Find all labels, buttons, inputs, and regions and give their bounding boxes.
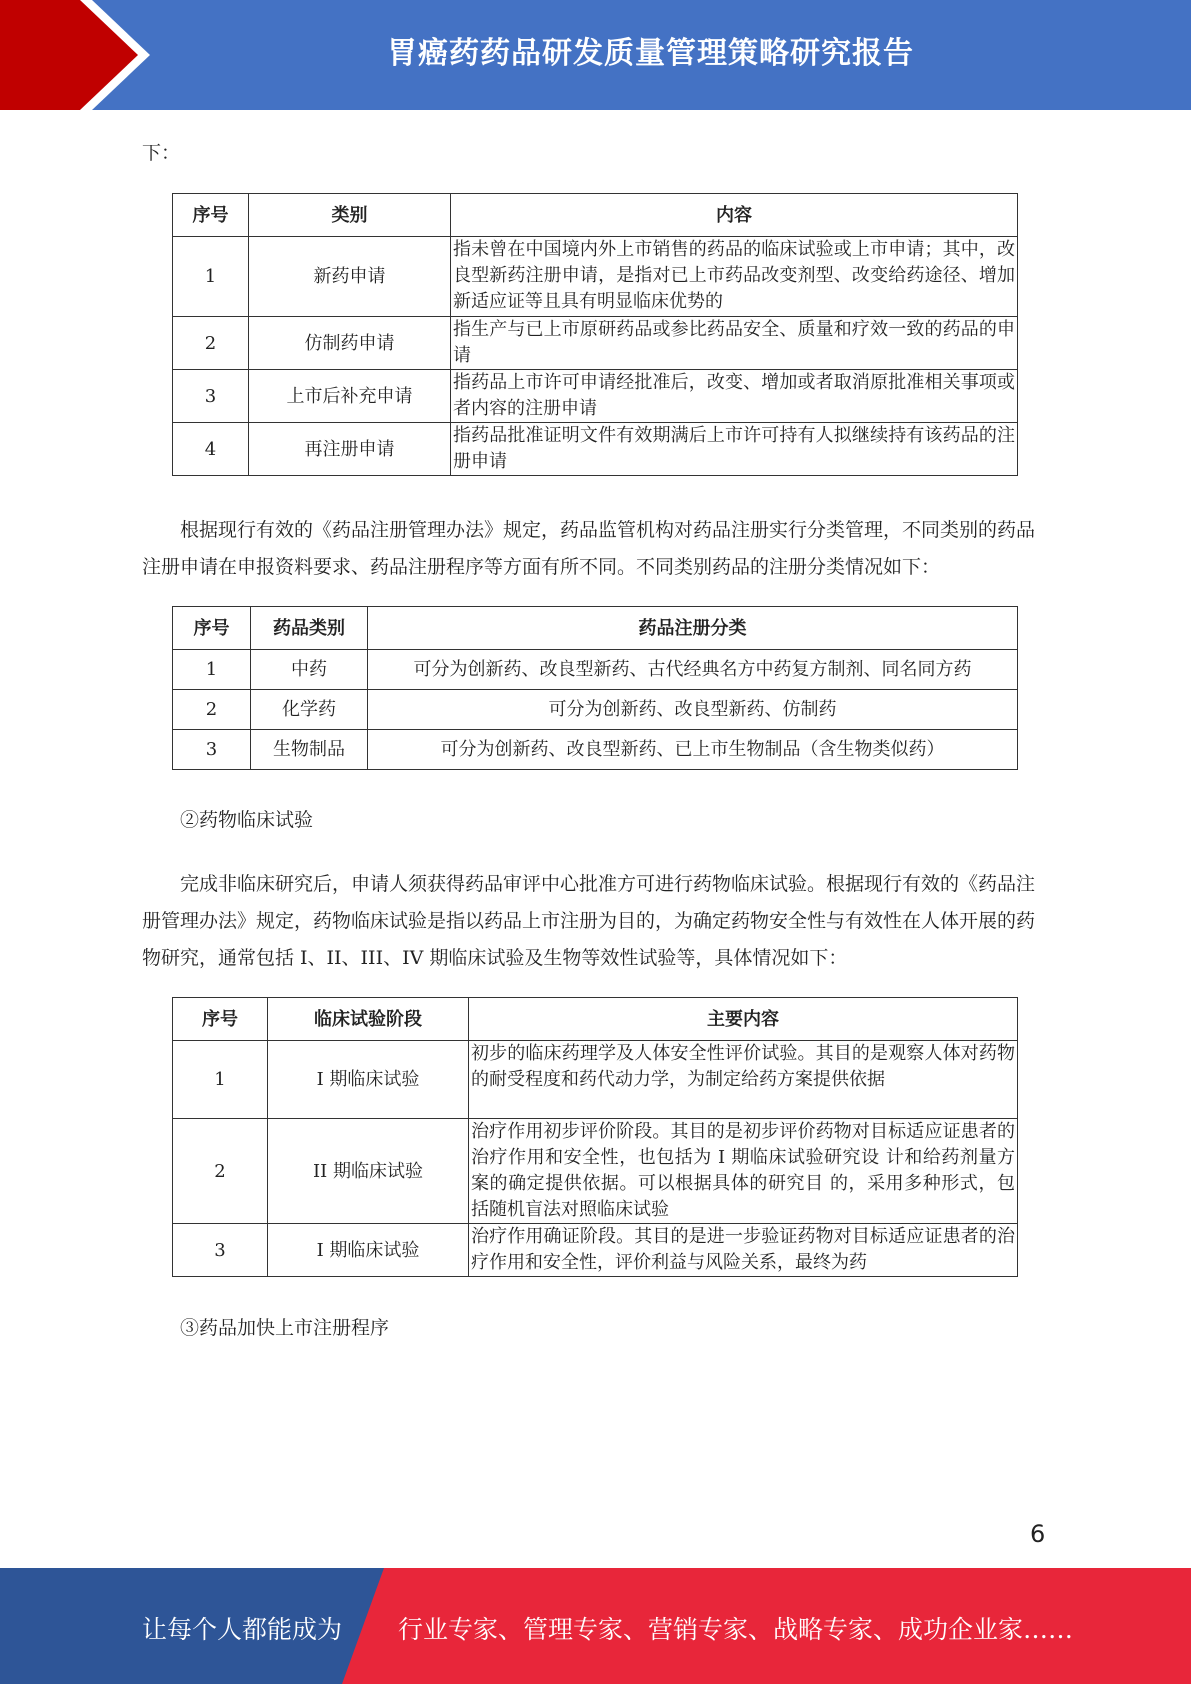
table-cell: 指生产与已上市原研药品或参比药品安全、质量和疗效一致的药品的申请	[451, 317, 1018, 370]
table-cell: 可分为创新药、改良型新药、古代经典名方中药复方制剂、同名同方药	[368, 650, 1018, 690]
table-cell: 中药	[251, 650, 368, 690]
table-cell: 初步的临床药理学及人体安全性评价试验。其目的是观察人体对药物的耐受程度和药代动力学，为制定给药方案提供依据	[469, 1041, 1018, 1119]
table-cell: 4	[173, 423, 249, 476]
table-cell: 治疗作用确证阶段。其目的是进一步验证药物对目标适应证患者的治疗作用和安全性，评价利益与风险关系，最终为药	[469, 1224, 1018, 1277]
report-title: 胃癌药药品研发质量管理策略研究报告	[387, 36, 914, 71]
table-cell: 治疗作用初步评价阶段。其目的是初步评价药物对目标适应证患者的治疗作用和安全性，也包括为 I 期临床试验研究设 计和给药剂量方案的确定提供依据。可以根据具体的研究目 的，采用多种形式，包括随机盲法对照临床试验	[469, 1119, 1018, 1224]
drug-category-table	[172, 606, 1018, 770]
table-cell: 2	[173, 317, 249, 370]
table-cell: 2	[173, 690, 251, 730]
table-header: 序号	[173, 607, 251, 650]
table-cell: I 期临床试验	[268, 1041, 469, 1119]
table-cell: 1	[173, 237, 249, 317]
table-cell: 可分为创新药、改良型新药、已上市生物制品（含生物类似药）	[368, 730, 1018, 770]
table-cell: 上市后补充申请	[249, 370, 451, 423]
table-cell: 生物制品	[251, 730, 368, 770]
table-row	[173, 237, 1018, 317]
table-cell: 新药申请	[249, 237, 451, 317]
table-cell: 1	[173, 1041, 268, 1119]
table-cell: 指药品上市许可申请经批准后，改变、增加或者取消原批准相关事项或者内容的注册申请	[451, 370, 1018, 423]
paragraph-clinical-trials: 完成非临床研究后，申请人须获得药品审评中心批准方可进行药物临床试验。根据现行有效的《药品注册管理办法》规定，药物临床试验是指以药品上市注册为目的，为确定药物安全性与有效性在人体开展的药物研究，通常包括 I、II、III、IV 期临床试验及生物等效性试验等，具体情况如下：	[142, 873, 1036, 969]
table-header: 临床试验阶段	[268, 998, 469, 1041]
page-number: 6	[1030, 1520, 1046, 1548]
table-header: 主要内容	[469, 998, 1018, 1041]
table-row	[173, 730, 1018, 770]
table-cell: 指未曾在中国境内外上市销售的药品的临床试验或上市申请；其中，改良型新药注册申请，是指对已上市药品改变剂型、改变给药途径、增加新适应证等且具有明显临床优势的	[451, 237, 1018, 317]
table-row	[173, 1224, 1018, 1277]
table-header: 序号	[173, 998, 268, 1041]
table-cell: 化学药	[251, 690, 368, 730]
table-header: 类别	[249, 194, 451, 237]
page-header	[0, 0, 1191, 110]
table-row	[173, 690, 1018, 730]
table-row	[173, 317, 1018, 370]
table-row	[173, 1119, 1018, 1224]
table-cell: 3	[173, 1224, 268, 1277]
table-cell: 2	[173, 1119, 268, 1224]
table-row	[173, 423, 1018, 476]
page-content	[142, 135, 1047, 1347]
clinical-phase-table	[172, 997, 1018, 1277]
table-cell: 再注册申请	[249, 423, 451, 476]
intro-fragment: 下：	[142, 142, 181, 164]
table-cell: 3	[173, 730, 251, 770]
footer-slogan-left: 让每个人都能成为	[142, 1615, 343, 1644]
table-cell: II 期临床试验	[268, 1119, 469, 1224]
section-heading-clinical-trials: ②药物临床试验	[180, 809, 314, 831]
page-footer	[0, 1568, 1191, 1684]
table-row	[173, 650, 1018, 690]
table-row	[173, 1041, 1018, 1119]
table-cell: 仿制药申请	[249, 317, 451, 370]
table-header: 序号	[173, 194, 249, 237]
footer-slogan-right: 行业专家、管理专家、营销专家、战略专家、成功企业家……	[398, 1615, 1074, 1644]
table-row	[173, 370, 1018, 423]
registration-type-table	[172, 193, 1018, 476]
paragraph-registration-classification: 根据现行有效的《药品注册管理办法》规定，药品监管机构对药品注册实行分类管理，不同类别的药品注册申请在申报资料要求、药品注册程序等方面有所不同。不同类别药品的注册分类情况如下：	[142, 519, 1036, 578]
table-header: 药品注册分类	[368, 607, 1018, 650]
table-cell: 指药品批准证明文件有效期满后上市许可持有人拟继续持有该药品的注册申请	[451, 423, 1018, 476]
table-header: 药品类别	[251, 607, 368, 650]
table-header: 内容	[451, 194, 1018, 237]
table-cell: I 期临床试验	[268, 1224, 469, 1277]
table-cell: 1	[173, 650, 251, 690]
section-heading-accelerated-registration: ③药品加快上市注册程序	[180, 1317, 390, 1339]
table-cell: 3	[173, 370, 249, 423]
table-cell: 可分为创新药、改良型新药、仿制药	[368, 690, 1018, 730]
